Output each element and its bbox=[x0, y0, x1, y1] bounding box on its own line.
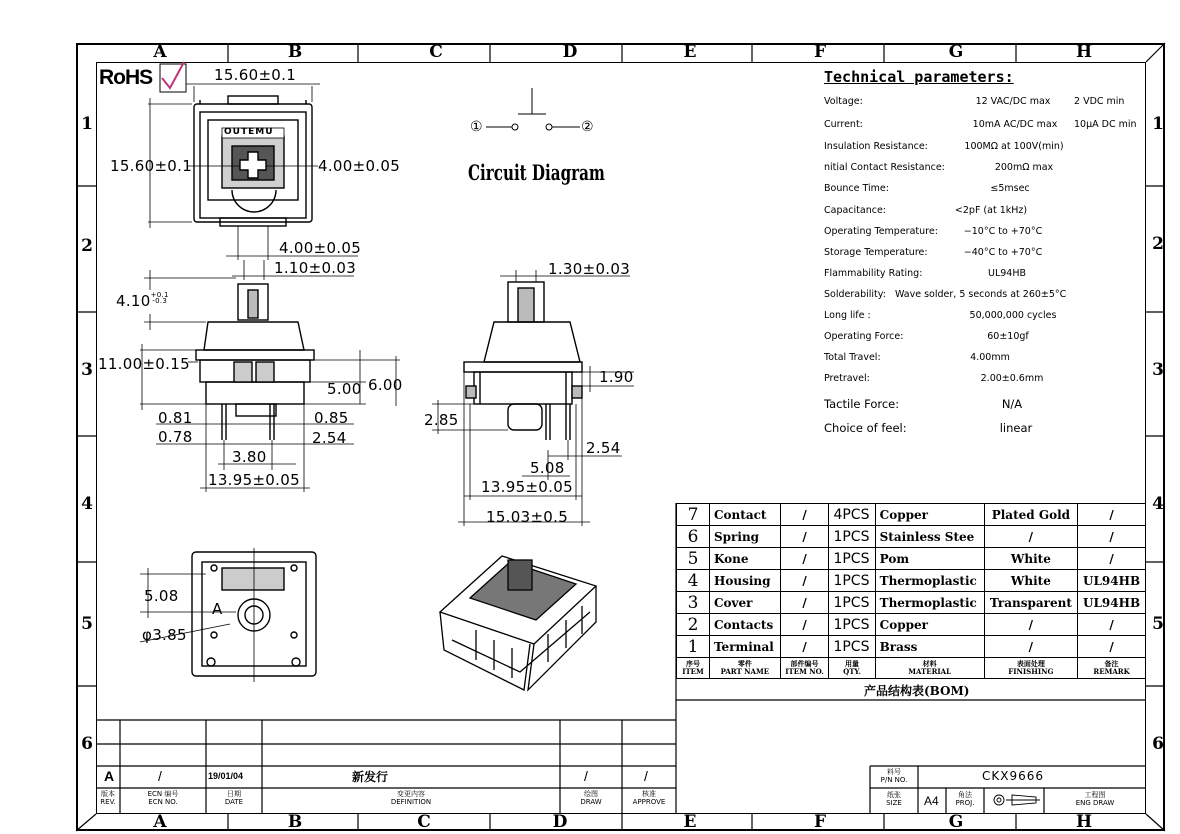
col-label-h: H bbox=[1075, 42, 1093, 62]
col-label-c: C bbox=[429, 42, 443, 62]
bom-header-mat: 材料 MATERIAL bbox=[875, 658, 984, 679]
bom-cell-fin: White bbox=[984, 570, 1077, 592]
bom-cell-part: Housing bbox=[710, 570, 781, 592]
tech-value: 50,000,000 cycles bbox=[969, 310, 1057, 321]
tech-key: Solderability: bbox=[824, 289, 886, 300]
circuit-pin-2: ② bbox=[581, 118, 594, 134]
row-label-5-right: 5 bbox=[1152, 614, 1164, 634]
tb-pn: CKX9666 bbox=[982, 769, 1045, 783]
dim-081: 0.81 bbox=[158, 409, 193, 427]
tb-h-approve: 核准 APPROVE bbox=[632, 790, 666, 806]
bom-row bbox=[677, 614, 1146, 636]
row-label-2-right: 2 bbox=[1152, 234, 1164, 254]
brand-label: OUTEMU bbox=[224, 127, 274, 137]
dim-508-front: 5.08 bbox=[530, 459, 565, 477]
section-label-a: A bbox=[212, 600, 223, 618]
tol-minus: -0.3 bbox=[152, 297, 168, 305]
bom-cell-qty: 1PCS bbox=[829, 570, 875, 592]
row-label-5: 5 bbox=[81, 614, 93, 634]
bom-cell-fin: White bbox=[984, 548, 1077, 570]
col-label-a-bottom: A bbox=[153, 812, 167, 832]
tb-h-rev: 版本 REV. bbox=[100, 790, 116, 806]
tb-size: A4 bbox=[924, 794, 939, 808]
bom-cell-qty: 1PCS bbox=[829, 548, 875, 570]
dim-1503: 15.03±0.5 bbox=[486, 508, 569, 526]
tb-eng-label: 工程图 ENG DRAW bbox=[1075, 791, 1115, 807]
dim-stem-width: 1.10±0.03 bbox=[274, 259, 357, 277]
dim-h500: 5.00 bbox=[327, 380, 362, 398]
dim-190: 1.90 bbox=[599, 368, 634, 386]
bom-header-qty: 用量 QTY. bbox=[829, 658, 875, 679]
bom-cell-qty: 1PCS bbox=[829, 592, 875, 614]
tb-pn-label: 料号 P/N NO. bbox=[880, 768, 908, 784]
col-label-h-bottom: H bbox=[1075, 812, 1093, 832]
tech-value: 2.00±0.6mm bbox=[980, 373, 1044, 384]
row-label-1-right: 1 bbox=[1152, 114, 1164, 134]
bom-cell-n: 7 bbox=[677, 504, 710, 526]
col-label-d-bottom: D bbox=[552, 812, 568, 832]
tech-value: 100MΩ at 100V(min) bbox=[964, 141, 1064, 152]
bom-cell-qty: 4PCS bbox=[829, 504, 875, 526]
tb-approve: / bbox=[644, 768, 648, 784]
bom-cell-part: Terminal bbox=[710, 636, 781, 658]
bom-cell-part: Cover bbox=[710, 592, 781, 614]
bom-cell-rem: UL94HB bbox=[1078, 592, 1146, 614]
row-label-4-right: 4 bbox=[1152, 494, 1164, 514]
bom-cell-n: 1 bbox=[677, 636, 710, 658]
bom-cell-rem: / bbox=[1078, 548, 1146, 570]
dim-body-height: 11.00±0.15 bbox=[98, 355, 190, 373]
row-label-4: 4 bbox=[81, 494, 93, 514]
dim-254-side: 2.54 bbox=[312, 429, 347, 447]
tech-value-min: 2 VDC min bbox=[1074, 96, 1125, 107]
tech-value: N/A bbox=[1001, 397, 1023, 411]
row-label-3-right: 3 bbox=[1152, 360, 1164, 380]
col-label-g-bottom: G bbox=[948, 812, 964, 832]
bom-cell-no: / bbox=[780, 592, 829, 614]
dim-130: 1.30±0.03 bbox=[548, 260, 631, 278]
bom-cell-rem: / bbox=[1078, 504, 1146, 526]
tech-value: UL94HB bbox=[988, 268, 1026, 279]
bom-cell-qty: 1PCS bbox=[829, 614, 875, 636]
tech-key: Bounce Time: bbox=[824, 183, 889, 194]
bom-cell-n: 2 bbox=[677, 614, 710, 636]
tb-proj-label: 角法 PROJ. bbox=[955, 791, 975, 807]
col-label-f-bottom: F bbox=[813, 812, 827, 832]
bom-cell-mat: Copper bbox=[875, 504, 984, 526]
tech-key: Current: bbox=[824, 119, 863, 130]
col-label-e-bottom: E bbox=[683, 812, 697, 832]
tech-key: Operating Temperature: bbox=[824, 226, 938, 237]
tech-value: 12 VAC/DC max bbox=[975, 96, 1051, 107]
dim-top-height: 15.60±0.1 bbox=[110, 157, 193, 175]
tol-plus: +0.1 bbox=[150, 291, 169, 299]
bom-cell-fin: / bbox=[984, 636, 1077, 658]
row-label-2: 2 bbox=[81, 236, 93, 256]
col-label-e: E bbox=[683, 42, 697, 62]
dim-085: 0.85 bbox=[314, 409, 349, 427]
bom-cell-n: 4 bbox=[677, 570, 710, 592]
bom-row bbox=[677, 526, 1146, 548]
circuit-title: Circuit Diagram bbox=[468, 160, 605, 185]
bom-cell-rem: UL94HB bbox=[1078, 570, 1146, 592]
col-label-b-bottom: B bbox=[287, 812, 303, 832]
dim-1395-front: 13.95±0.05 bbox=[481, 478, 573, 496]
bom-cell-mat: Brass bbox=[875, 636, 984, 658]
bom-cell-qty: 1PCS bbox=[829, 526, 875, 548]
tb-h-desc: 变更内容 DEFINITION bbox=[390, 790, 432, 806]
tech-value: −10°C to +70°C bbox=[963, 226, 1043, 237]
bom-cell-part: Contact bbox=[710, 504, 781, 526]
bom-row bbox=[677, 570, 1146, 592]
col-label-b: B bbox=[287, 42, 303, 62]
bom-cell-mat: Copper bbox=[875, 614, 984, 636]
tech-value: −40°C to +70°C bbox=[963, 247, 1043, 258]
tech-value: 200mΩ max bbox=[994, 162, 1054, 173]
tech-value-min: 10μA DC min bbox=[1074, 119, 1137, 130]
bom-cell-fin: Transparent bbox=[984, 592, 1077, 614]
tech-value: linear bbox=[999, 421, 1033, 435]
tb-rev: A bbox=[103, 768, 115, 784]
bom-cell-no: / bbox=[780, 636, 829, 658]
dim-top-width: 15.60±0.1 bbox=[214, 66, 297, 84]
bom-cell-mat: Thermoplastic bbox=[875, 570, 984, 592]
circuit-pin-1: ① bbox=[470, 118, 483, 134]
tech-key: Pretravel: bbox=[824, 373, 870, 384]
tech-key: Voltage: bbox=[824, 96, 863, 107]
bom-table bbox=[676, 503, 1146, 679]
dim-285: 2.85 bbox=[424, 411, 459, 429]
dim-078: 0.78 bbox=[158, 428, 193, 446]
dim-stem-bottom: 4.00±0.05 bbox=[279, 239, 362, 257]
tech-value: Wave solder, 5 seconds at 260±5°C bbox=[895, 289, 1067, 300]
row-label-3: 3 bbox=[81, 360, 93, 380]
bom-header-part: 零件 PART NAME bbox=[710, 658, 781, 679]
bom-cell-n: 6 bbox=[677, 526, 710, 548]
bom-cell-mat: Stainless Stee bbox=[875, 526, 984, 548]
row-label-6: 6 bbox=[81, 734, 93, 754]
col-label-a: A bbox=[153, 42, 167, 62]
bom-cell-part: Contacts bbox=[710, 614, 781, 636]
tech-key: Insulation Resistance: bbox=[824, 141, 928, 152]
tech-key: Capacitance: bbox=[824, 205, 887, 216]
bom-row bbox=[677, 636, 1146, 658]
tb-date: 19/01/04 bbox=[208, 771, 244, 781]
bom-cell-qty: 1PCS bbox=[829, 636, 875, 658]
bom-header-rem: 备注 REMARK bbox=[1078, 658, 1146, 679]
bom-header-n: 序号 ITEM bbox=[677, 658, 710, 679]
bom-cell-no: / bbox=[780, 548, 829, 570]
bom-row bbox=[677, 592, 1146, 614]
bom-cell-no: / bbox=[780, 614, 829, 636]
tech-value: 4.00mm bbox=[970, 352, 1010, 363]
dim-h600: 6.00 bbox=[368, 376, 403, 394]
tb-draw: / bbox=[584, 768, 588, 784]
bom-cell-mat: Thermoplastic bbox=[875, 592, 984, 614]
tech-key: Operating Force: bbox=[824, 331, 904, 342]
bom-cell-no: / bbox=[780, 570, 829, 592]
tech-value: 10mA AC/DC max bbox=[972, 119, 1058, 130]
bom-cell-rem: / bbox=[1078, 526, 1146, 548]
row-label-1: 1 bbox=[81, 114, 93, 134]
dim-stem-top: 4.10+0.1 -0.3 bbox=[116, 291, 169, 310]
tech-key: Choice of feel: bbox=[824, 421, 907, 435]
tech-key: Storage Temperature: bbox=[824, 247, 928, 258]
dim-380: 3.80 bbox=[232, 448, 267, 466]
tb-desc: 新发行 bbox=[352, 770, 389, 784]
bom-cell-fin: / bbox=[984, 526, 1077, 548]
row-label-6-right: 6 bbox=[1152, 734, 1164, 754]
dim-254-front: 2.54 bbox=[586, 439, 621, 457]
bom-cell-rem: / bbox=[1078, 614, 1146, 636]
bom-cell-no: / bbox=[780, 526, 829, 548]
rohs-mark: RoHS bbox=[99, 66, 153, 89]
bom-cell-n: 3 bbox=[677, 592, 710, 614]
bom-cell-fin: Plated Gold bbox=[984, 504, 1077, 526]
bom-cell-part: Spring bbox=[710, 526, 781, 548]
dim-1395-side: 13.95±0.05 bbox=[208, 471, 300, 489]
tb-size-label: 纸张 SIZE bbox=[886, 791, 902, 807]
bom-cell-part: Kone bbox=[710, 548, 781, 570]
tech-title: Technical parameters: bbox=[824, 68, 1014, 86]
bom-header-row bbox=[677, 658, 1146, 679]
tech-key: Total Travel: bbox=[824, 352, 881, 363]
bom-cell-no: / bbox=[780, 504, 829, 526]
tech-key: Flammability Rating: bbox=[824, 268, 923, 279]
col-label-c-bottom: C bbox=[417, 812, 431, 832]
bom-cell-fin: / bbox=[984, 614, 1077, 636]
tech-key: Tactile Force: bbox=[824, 397, 900, 411]
tb-h-date: 日期 DATE bbox=[224, 790, 244, 806]
col-label-f: F bbox=[813, 42, 827, 62]
tech-value: <2pF (at 1kHz) bbox=[954, 205, 1028, 216]
bom-caption: 产品结构表(BOM) bbox=[864, 684, 970, 698]
bom-row bbox=[677, 548, 1146, 570]
bom-row bbox=[677, 504, 1146, 526]
bom-cell-mat: Pom bbox=[875, 548, 984, 570]
col-label-d: D bbox=[562, 42, 578, 62]
dim-385: φ3.85 bbox=[142, 626, 187, 644]
bom-cell-rem: / bbox=[1078, 636, 1146, 658]
tech-key: Long life : bbox=[824, 310, 871, 321]
tb-h-ecn: ECN 编号 ECN NO. bbox=[147, 790, 179, 806]
tb-h-draw: 绘图 DRAW bbox=[580, 790, 602, 806]
bom-header-fin: 表面处理 FINISHING bbox=[984, 658, 1077, 679]
dim-508-bottom: 5.08 bbox=[144, 587, 179, 605]
tech-value: ≤5msec bbox=[990, 183, 1030, 194]
col-label-g: G bbox=[948, 42, 964, 62]
tb-ecn: / bbox=[158, 768, 162, 784]
tech-value: 60±10gf bbox=[987, 331, 1029, 342]
tech-key: nitial Contact Resistance: bbox=[824, 162, 945, 173]
bom-header-no: 部件编号 ITEM NO. bbox=[780, 658, 829, 679]
bom-cell-n: 5 bbox=[677, 548, 710, 570]
projection-symbol-icon bbox=[992, 792, 994, 794]
dim-stem-inner: 4.00±0.05 bbox=[318, 157, 401, 175]
